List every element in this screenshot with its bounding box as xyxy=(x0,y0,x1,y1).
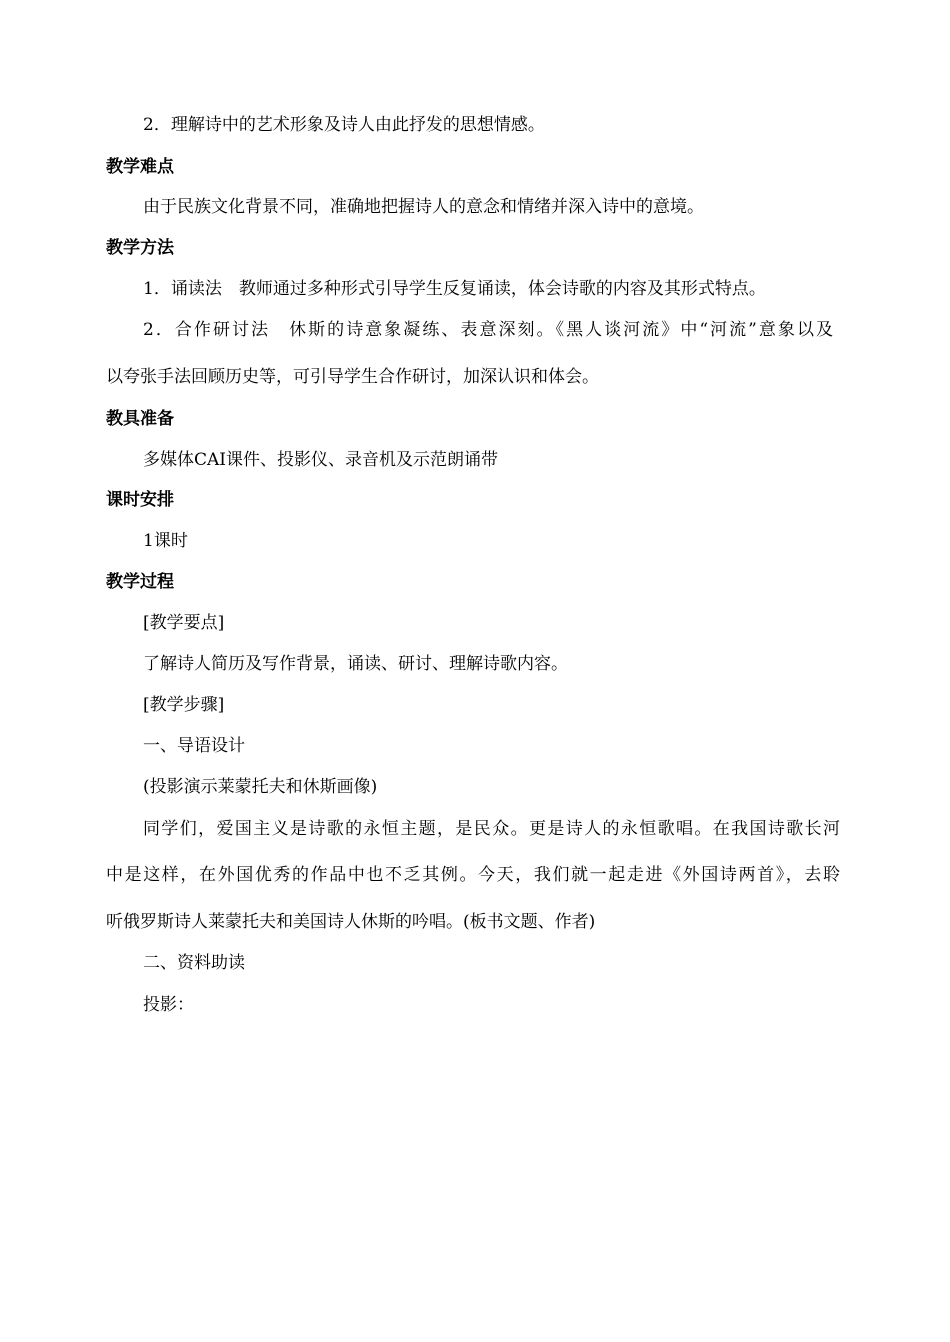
step-2-text: 投影： xyxy=(143,995,194,1015)
teaching-points-text: 了解诗人简历及写作背景，诵读、研讨、理解诗歌内容。 xyxy=(143,654,568,674)
method-item-2-line-2: 以夸张手法回顾历史等，可引导学生合作研讨，加深认识和体会。 xyxy=(106,367,599,387)
schedule-heading: 课时安排 xyxy=(106,490,174,510)
tools-text: 多媒体CAI课件、投影仪、录音机及示范朗诵带 xyxy=(143,450,498,470)
teaching-points-label: [教学要点] xyxy=(143,613,225,633)
difficulty-heading: 教学难点 xyxy=(106,157,174,177)
method-item-2-line-1: 2．合作研讨法 休斯的诗意象凝练、表意深刻。《黑人谈河流》中“河流”意象以及 xyxy=(143,320,833,340)
step-1-title: 一、导语设计 xyxy=(143,736,245,756)
teaching-steps-label: [教学步骤] xyxy=(143,695,225,715)
step-2-title: 二、资料助读 xyxy=(143,953,245,973)
objective-2: 2．理解诗中的艺术形象及诗人由此抒发的思想情感。 xyxy=(143,115,545,135)
methods-heading: 教学方法 xyxy=(106,238,174,258)
process-heading: 教学过程 xyxy=(106,572,174,592)
method-item-1: 1．诵读法 教师通过多种形式引导学生反复诵读，体会诗歌的内容及其形式特点。 xyxy=(143,279,766,299)
step-1-note: (投影演示莱蒙托夫和休斯画像) xyxy=(143,777,378,797)
difficulty-text: 由于民族文化背景不同，准确地把握诗人的意念和情绪并深入诗中的意境。 xyxy=(143,197,704,217)
step-1-paragraph-line-3: 听俄罗斯诗人莱蒙托夫和美国诗人休斯的吟唱。(板书文题、作者) xyxy=(106,912,596,932)
tools-heading: 教具准备 xyxy=(106,409,174,429)
schedule-text: 1课时 xyxy=(143,531,188,551)
step-1-paragraph-line-1: 同学们，爱国主义是诗歌的永恒主题，是民众。更是诗人的永恒歌唱。在我国诗歌长河 xyxy=(143,819,840,839)
step-1-paragraph-line-2: 中是这样，在外国优秀的作品中也不乏其例。今天，我们就一起走进《外国诗两首》，去聆 xyxy=(106,865,840,885)
